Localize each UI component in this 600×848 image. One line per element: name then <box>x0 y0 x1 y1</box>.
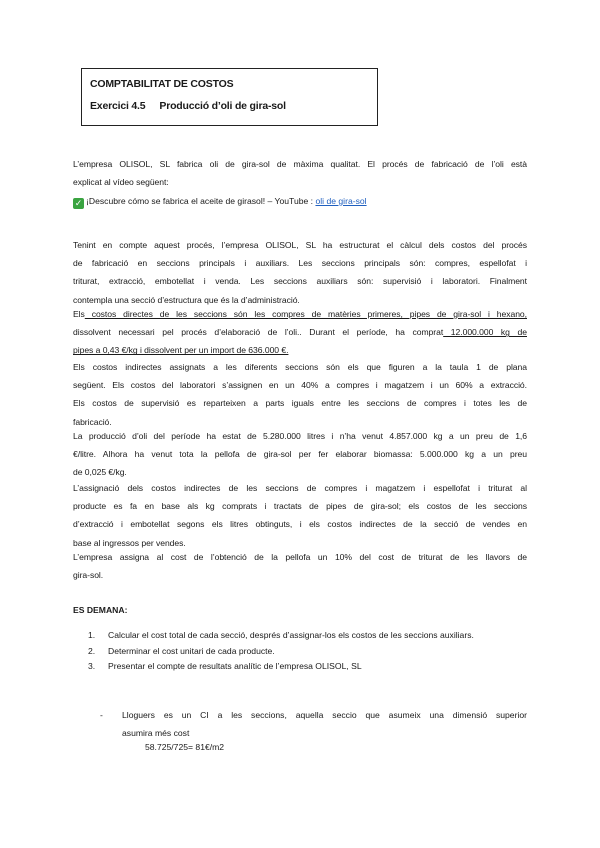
demand-list <box>88 628 474 675</box>
paragraph-line: producte es fa en base als kg comprats i tractats de pipes de gira-sol; els costos de les seccions <box>73 501 527 512</box>
list-text: Calcular el cost total de cada secció, després d’assignar-los els costos de les seccions auxiliars. <box>108 630 474 640</box>
intro-line: L’empresa OLISOL, SL fabrica oli de gira-sol de màxima qualitat. El procés de fabricació de l’oli està <box>73 159 527 169</box>
paragraph-line: Els costos de supervisió es reparteixen a parts iguals entre les seccions de compres i totes les de <box>73 398 527 409</box>
intro-line: explicat al vídeo següent: <box>73 177 169 188</box>
paragraph-line: Els costos indirectes assignats a les diferents seccions són els que figuren a la taula 1 de plana <box>73 362 527 372</box>
note-line: asumira més cost <box>122 728 190 738</box>
course-title: COMPTABILITAT DE COSTOS <box>90 78 234 90</box>
paragraph-line <box>73 323 527 341</box>
exercise-header-box <box>81 68 378 126</box>
video-link[interactable]: oli de gira-sol <box>315 196 367 206</box>
video-reference <box>73 194 367 209</box>
paragraph-line: de 0,025 €/kg. <box>73 467 127 478</box>
text-span: Els <box>73 309 85 319</box>
paragraph-line: La producció d’oli del període ha estat de 5.280.000 litres i n’ha venut 4.857.000 kg a un preu de 1,6 <box>73 431 527 441</box>
husk-cost-paragraph <box>73 548 527 584</box>
paragraph-line: triturat, extracció, embotellat i venda. Les seccions auxiliars són: supervisió i laboratori. Finalment <box>73 276 527 287</box>
indirect-costs-paragraph <box>73 358 527 431</box>
sections-paragraph <box>73 236 527 309</box>
exercise-subtitle <box>90 100 286 112</box>
paragraph-line: d’extracció i embotellat segons els litres obtinguts, i els costos indirectes de la secció de vendes en <box>73 519 527 530</box>
paragraph-line: €/litre. Alhora ha venut tota la pellofa de gira-sol per fer elaborar biomassa: 5.000.000 kg a un preu <box>73 449 527 460</box>
intro-paragraph <box>73 155 527 191</box>
list-number: 1. <box>88 630 96 640</box>
rent-calculation: 58.725/725= 81€/m2 <box>145 742 225 752</box>
list-number: 3. <box>88 661 96 671</box>
paragraph-line: L’empresa assigna al cost de l’obtenció de la pellofa un 10% del cost de triturat de les llavors de <box>73 552 527 562</box>
paragraph-line: L’assignació dels costos indirectes de les seccions de compres i magatzem i espellofat i triturat al <box>73 483 527 493</box>
rent-note <box>100 706 527 742</box>
paragraph-line: de fabricació en seccions principals i auxiliars. Les seccions principals són: compres, espellofat i <box>73 258 527 269</box>
check-mark-icon: ✓ <box>74 198 83 208</box>
paragraph-line <box>73 305 527 323</box>
exercise-name: Producció d’oli de gira-sol <box>159 100 286 112</box>
dash-bullet: - <box>100 710 103 720</box>
paragraph-line: fabricació. <box>73 416 112 427</box>
list-number: 2. <box>88 645 96 656</box>
underlined-text: costos directes de les seccions són les compres de matèries primeres, pipes de gira-sol i hexano, <box>84 309 527 319</box>
paragraph-line: següent. Els costos del laboratori s’assignen en un 40% a compres i magatzem i un 60% a extracció. <box>73 380 527 391</box>
list-text: Presentar el compte de resultats analític de l’empresa OLISOL, SL <box>108 661 362 671</box>
text-span: dissolvent necessari pel procés d’elaboració de l’oli.. Durant el període, ha comprat <box>73 327 444 338</box>
note-line: Lloguers es un CI a les seccions, aquella seccio que asumeix una dimensió superior <box>122 710 527 720</box>
exercise-number: Exercici 4.5 <box>90 100 146 112</box>
demand-heading: ES DEMANA: <box>73 605 128 615</box>
list-item <box>88 644 474 660</box>
list-text: Determinar el cost unitari de cada producte. <box>108 645 275 656</box>
paragraph-line: base al ingressos per vendes. <box>73 537 186 548</box>
direct-costs-paragraph <box>73 305 527 360</box>
allocation-paragraph <box>73 479 527 552</box>
paragraph-line: gira-sol. <box>73 570 104 581</box>
video-title: ¡Descubre cómo se fabrica el aceite de girasol! – YouTube : <box>86 196 316 206</box>
list-item <box>88 659 474 675</box>
production-paragraph <box>73 427 527 482</box>
paragraph-line: Tenint en compte aquest procés, l’empresa OLISOL, SL ha estructurat el càlcul dels costos del procés <box>73 240 527 250</box>
paragraph-line: contempla una secció d’estructura que és la d’administració. <box>73 294 300 305</box>
list-item <box>88 628 474 644</box>
underlined-text: pipes a 0,43 €/kg i dissolvent per un import de 636.000 €. <box>73 345 289 356</box>
underlined-text: 12.000.000 kg de <box>443 327 527 338</box>
